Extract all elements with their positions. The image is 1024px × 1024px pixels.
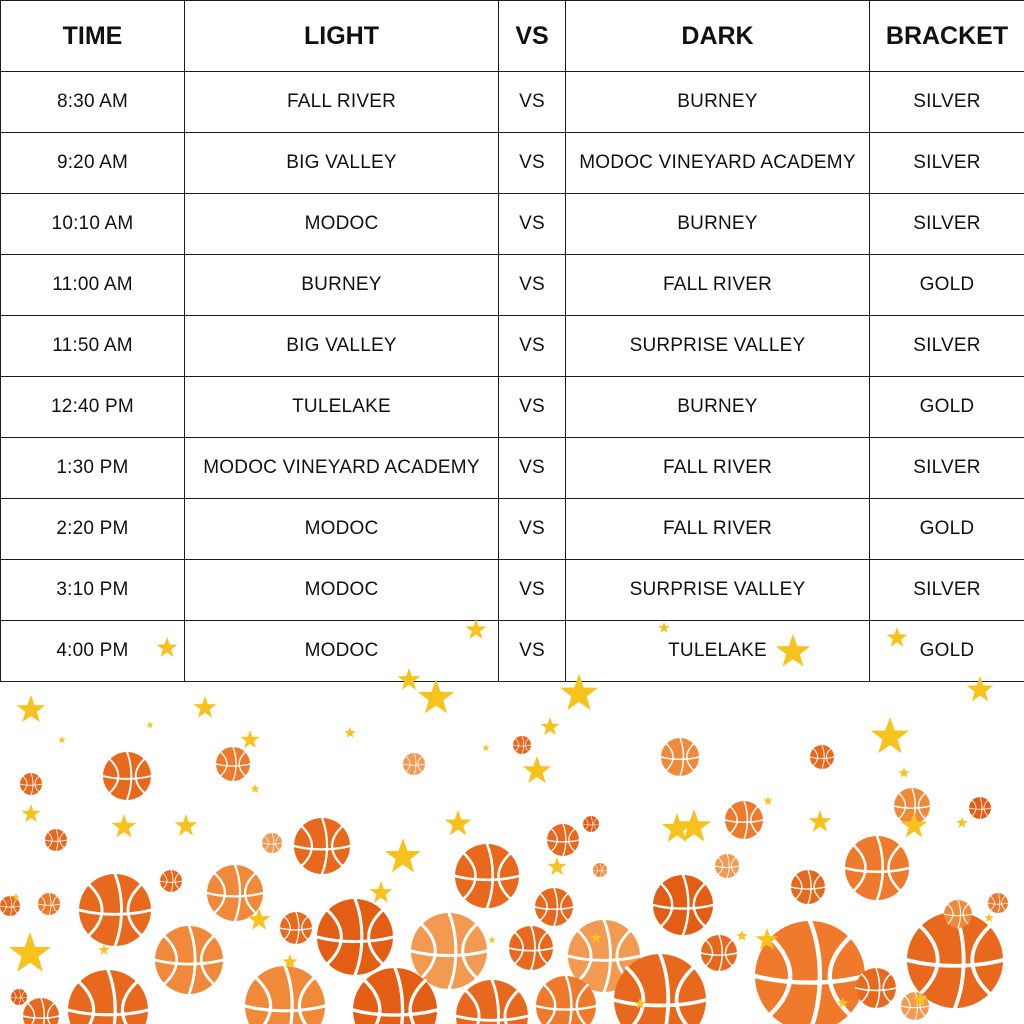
star-icon [956,817,967,828]
basketball-icon [810,745,834,769]
cell-bracket: SILVER [870,194,1024,255]
basketball-icon [155,926,223,994]
star-icon [9,932,51,972]
basketball-icon [988,893,1008,913]
cell-light-team: BIG VALLEY [185,316,499,377]
star-icon [763,796,773,805]
star-icon [871,717,909,753]
basketball-icon [411,913,487,989]
cell-vs: VS [499,560,566,621]
cell-dark-team: FALL RIVER [566,255,870,316]
basketball-icon [535,888,573,926]
star-icon [98,944,109,955]
basketball-icon [403,753,425,775]
star-icon [240,730,259,748]
cell-bracket: SILVER [870,133,1024,194]
header-row [1,1,1024,72]
star-icon [58,736,66,743]
cell-light-team: MODOC VINEYARD ACADEMY [185,438,499,499]
star-icon [21,804,40,822]
star-icon [112,814,137,838]
star-icon [385,838,421,872]
basketball-icon [245,966,325,1024]
cell-time: 3:10 PM [1,560,185,621]
basketball-icon [38,893,60,915]
star-icon [677,809,711,842]
star-icon [912,992,927,1006]
basketball-icon [845,836,909,900]
cell-time: 10:10 AM [1,194,185,255]
basketball-icon [103,752,151,800]
cell-time: 12:40 PM [1,377,185,438]
star-icon [17,695,46,722]
basketball-icon [894,788,930,824]
table-row [1,621,1024,682]
cell-dark-team: MODOC VINEYARD ACADEMY [566,133,870,194]
cell-dark-team: SURPRISE VALLEY [566,560,870,621]
cell-light-team: BURNEY [185,255,499,316]
basketball-icon [0,896,20,916]
cell-time: 4:00 PM [1,621,185,682]
table-row [1,438,1024,499]
table-row [1,255,1024,316]
basketball-icon [160,870,182,892]
cell-light-team: TULELAKE [185,377,499,438]
star-icon [488,936,496,943]
star-icon [370,881,393,903]
cell-dark-team: BURNEY [566,72,870,133]
cell-bracket: GOLD [870,377,1024,438]
star-icon [12,893,20,900]
basketball-icon [593,863,607,877]
basketball-icon [20,773,42,795]
basketball-icon [755,921,865,1024]
basketball-icon [79,874,151,946]
basketball-icon [969,797,991,819]
cell-dark-team: SURPRISE VALLEY [566,316,870,377]
table-row [1,194,1024,255]
header-dark: DARK [566,1,870,72]
basketball-icon [536,976,596,1024]
star-icon [547,857,566,875]
basketball-icon [547,824,579,856]
table-row [1,560,1024,621]
cell-bracket: SILVER [870,316,1024,377]
star-icon [250,784,260,793]
cell-bracket: SILVER [870,438,1024,499]
basketball-icon [455,844,519,908]
basketball-icon [725,801,763,839]
cell-vs: VS [499,499,566,560]
cell-dark-team: TULELAKE [566,621,870,682]
basketball-icon [583,816,599,832]
star-icon [984,913,994,922]
cell-time: 11:50 AM [1,316,185,377]
cell-vs: VS [499,194,566,255]
cell-light-team: BIG VALLEY [185,133,499,194]
header-bracket: BRACKET [870,1,1024,72]
basketball-icon [653,875,713,935]
cell-dark-team: FALL RIVER [566,438,870,499]
header-vs: VS [499,1,566,72]
basketball-icon [614,954,706,1024]
star-icon [540,717,559,735]
star-icon [634,998,645,1009]
basketball-icon [907,912,1003,1008]
star-icon [736,930,747,941]
basketball-icon [513,736,531,754]
cell-light-team: FALL RIVER [185,72,499,133]
star-icon [418,679,454,713]
cell-bracket: GOLD [870,255,1024,316]
cell-light-team: MODOC [185,499,499,560]
star-icon [590,932,601,943]
star-icon [146,721,154,728]
header-light: LIGHT [185,1,499,72]
cell-vs: VS [499,72,566,133]
basketball-icon [791,870,825,904]
cell-time: 9:20 AM [1,133,185,194]
basketball-icon [317,899,393,975]
cell-dark-team: BURNEY [566,194,870,255]
star-icon [445,810,472,835]
cell-vs: VS [499,255,566,316]
basketball-icon [661,738,699,776]
cell-bracket: GOLD [870,621,1024,682]
basketball-icon [23,998,59,1024]
table-row [1,72,1024,133]
basketball-icon [207,865,263,921]
table-row [1,316,1024,377]
star-icon [662,813,692,842]
basketball-icon [11,989,27,1005]
star-icon [482,744,490,751]
cell-bracket: SILVER [870,560,1024,621]
cell-time: 2:20 PM [1,499,185,560]
star-icon [175,814,198,836]
star-icon [523,756,552,783]
cell-light-team: MODOC [185,194,499,255]
cell-vs: VS [499,621,566,682]
cell-vs: VS [499,316,566,377]
basketball-icon [280,912,312,944]
basketball-icon [901,992,929,1020]
basketball-icon [856,968,896,1008]
cell-light-team: MODOC [185,560,499,621]
star-icon [809,810,832,832]
cell-dark-team: FALL RIVER [566,499,870,560]
star-icon [837,997,848,1008]
cell-time: 11:00 AM [1,255,185,316]
basketball-icon [456,980,528,1024]
table-row [1,133,1024,194]
basketball-icon [68,970,148,1024]
basketball-icon [568,920,640,992]
star-icon [898,767,909,778]
basketball-icon [715,854,739,878]
cell-time: 8:30 AM [1,72,185,133]
cell-vs: VS [499,377,566,438]
basketball-icon [701,935,737,971]
basketball-icon [262,833,282,853]
cell-bracket: GOLD [870,499,1024,560]
star-icon [248,908,271,930]
cell-dark-team: BURNEY [566,377,870,438]
star-icon [344,727,355,738]
star-icon [756,928,779,950]
cell-time: 1:30 PM [1,438,185,499]
table-row [1,499,1024,560]
cell-vs: VS [499,133,566,194]
basketball-icon [294,818,350,874]
basketball-icon [216,747,250,781]
star-icon [194,696,217,718]
cell-bracket: SILVER [870,72,1024,133]
star-icon [901,812,928,837]
cell-light-team: MODOC [185,621,499,682]
cell-vs: VS [499,438,566,499]
basketball-icon [353,968,437,1024]
basketball-icon [944,900,972,928]
star-icon [282,954,297,968]
basketball-icon [509,926,553,970]
table-row [1,377,1024,438]
basketball-icon [45,829,67,851]
header-time: TIME [1,1,185,72]
